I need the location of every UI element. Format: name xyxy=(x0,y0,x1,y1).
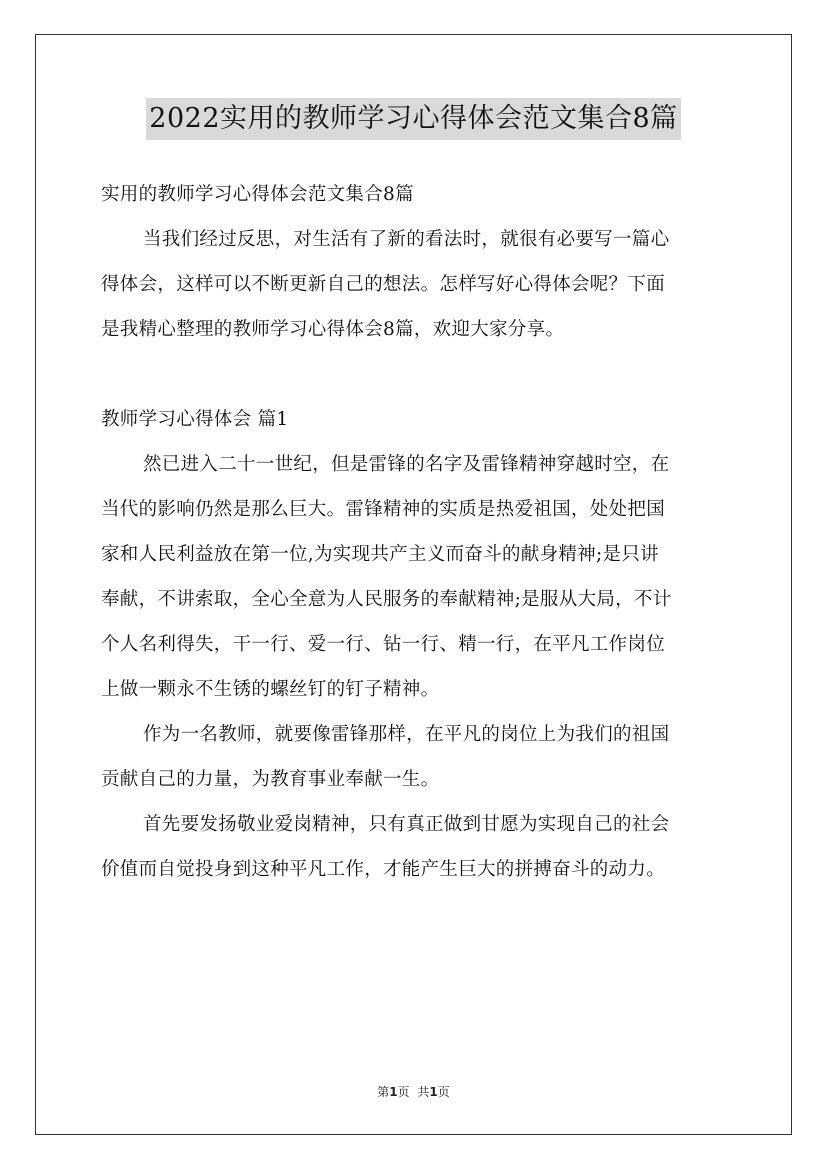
document-subtitle: 实用的教师学习心得体会范文集合8篇 xyxy=(101,184,414,205)
page-total-prefix: 共 xyxy=(417,1085,430,1099)
title-container xyxy=(0,98,827,140)
page-number: 1 xyxy=(389,1085,398,1099)
paragraph-line: 价值而自觉投身到这种平凡工作，才能产生巨大的拼搏奋斗的动力。 xyxy=(101,859,666,880)
paragraph-line: 奉献，不讲索取，全心全意为人民服务的奉献精神;是服从大局，不计 xyxy=(101,589,672,610)
intro-line: 当我们经过反思，对生活有了新的看法时，就很有必要写一篇心 xyxy=(143,229,670,250)
paragraph-line: 贡献自己的力量，为教育事业奉献一生。 xyxy=(101,769,440,790)
page-footer xyxy=(0,1083,827,1100)
page-total-suffix: 页 xyxy=(437,1085,450,1099)
page-number-prefix: 第 xyxy=(377,1085,390,1099)
page-total: 1 xyxy=(429,1085,438,1099)
section-spacer xyxy=(101,352,731,397)
page-number-suffix: 页 xyxy=(397,1085,410,1099)
intro-line: 是我精心整理的教师学习心得体会8篇，欢迎大家分享。 xyxy=(101,319,565,340)
paragraph-line: 首先要发扬敬业爱岗精神，只有真正做到甘愿为实现自己的社会 xyxy=(143,814,670,835)
document-body xyxy=(101,172,731,892)
intro-line: 得体会，这样可以不断更新自己的想法。怎样写好心得体会呢？下面 xyxy=(101,274,666,295)
paragraph-line: 然已进入二十一世纪，但是雷锋的名字及雷锋精神穿越时空，在 xyxy=(143,454,670,475)
paragraph-line: 个人名利得失，干一行、爱一行、钻一行、精一行，在平凡工作岗位 xyxy=(101,634,666,655)
section-heading: 教师学习心得体会 篇1 xyxy=(101,409,289,430)
document-title: 2022实用的教师学习心得体会范文集合8篇 xyxy=(146,98,680,140)
paragraph-line: 上做一颗永不生锈的螺丝钉的钉子精神。 xyxy=(101,679,440,700)
paragraph-line: 家和人民利益放在第一位,为实现共产主义而奋斗的献身精神;是只讲 xyxy=(101,544,659,565)
paragraph-line: 当代的影响仍然是那么巨大。雷锋精神的实质是热爱祖国，处处把国 xyxy=(101,499,666,520)
paragraph-line: 作为一名教师，就要像雷锋那样，在平凡的岗位上为我们的祖国 xyxy=(143,724,670,745)
